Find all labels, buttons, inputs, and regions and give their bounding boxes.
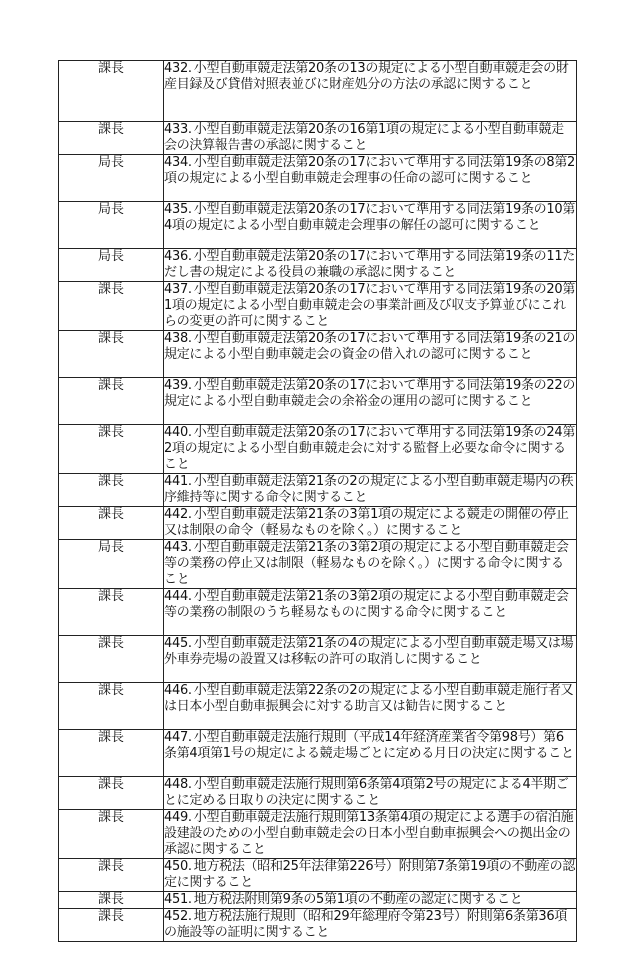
rank-cell: 課長 (59, 122, 164, 155)
table-body (59, 61, 577, 942)
table-row (59, 892, 577, 909)
table-row (59, 331, 577, 378)
item-text: 小型自動車競走法第20条の13の規定による小型自動車競走会の財産目録及び貸借対照表並びに財産処分の方法の承認に関すること (164, 61, 569, 92)
item-text: 小型自動車競走法第20条の17において準用する同法第19条の11ただし書の規定による役員の兼職の承認に関すること (164, 249, 576, 280)
item-text: 小型自動車競走法第20条の17において準用する同法第19条の10第4項の規定による小型自動車競走会理事の解任の認可に関すること (164, 202, 576, 233)
table-row (59, 425, 577, 474)
item-text: 小型自動車競走法第20条の17において準用する同法第19条の24第2項の規定による小型自動車競走会に対する監督上必要な命令に関すること (164, 425, 576, 472)
item-text: 小型自動車競走法施行規則（平成14年経済産業省令第98号）第6条第4項第1号の規定による競走場ごとに定める月日の決定に関すること (164, 730, 574, 761)
item-number: 452. (164, 909, 192, 924)
table-row (59, 474, 577, 507)
item-text: 小型自動車競走法施行規則第6条第4項第2号の規定による4半期ごとに定める日取りの決定に関すること (164, 777, 569, 808)
item-text: 地方税法施行規則（昭和29年総理府令第23号）附則第6条第36項の施設等の証明に関すること (164, 909, 568, 940)
item-text: 小型自動車競走法第20条の17において準用する同法第19条の8第2項の規定による小型自動車競走会理事の任命の認可に関すること (164, 155, 576, 186)
content-cell (164, 282, 577, 331)
rank-cell: 局長 (59, 540, 164, 589)
table-row (59, 61, 577, 122)
content-cell (164, 155, 577, 202)
item-number: 447. (164, 730, 192, 745)
item-number: 435. (164, 202, 192, 217)
content-cell (164, 683, 577, 730)
table-row (59, 378, 577, 425)
content-cell (164, 378, 577, 425)
content-cell (164, 540, 577, 589)
item-number: 436. (164, 249, 192, 264)
item-number: 439. (164, 378, 192, 393)
content-cell (164, 589, 577, 636)
content-cell (164, 730, 577, 777)
rank-cell: 課長 (59, 378, 164, 425)
item-text: 小型自動車競走法第21条の3第2項の規定による小型自動車競走会等の業務の停止又は制限（軽易なものを除く。）に関する命令に関すること (164, 540, 569, 587)
rank-cell: 課長 (59, 636, 164, 683)
item-number: 432. (164, 61, 192, 76)
item-text: 小型自動車競走法第21条の3第2項の規定による小型自動車競走会等の業務の制限のうち軽易なものに関する命令に関すること (164, 589, 569, 620)
table-row (59, 155, 577, 202)
content-cell (164, 202, 577, 249)
item-number: 437. (164, 282, 192, 297)
rank-cell: 課長 (59, 507, 164, 540)
rank-cell: 課長 (59, 282, 164, 331)
item-number: 449. (164, 810, 192, 825)
table-row (59, 589, 577, 636)
item-number: 438. (164, 331, 192, 346)
item-number: 443. (164, 540, 192, 555)
content-cell (164, 859, 577, 892)
content-cell (164, 777, 577, 810)
item-text: 小型自動車競走法第20条の16第1項の規定による小型自動車競走会の決算報告書の承認に関すること (164, 122, 564, 153)
item-number: 442. (164, 507, 192, 522)
content-cell (164, 425, 577, 474)
item-text: 小型自動車競走法第20条の17において準用する同法第19条の20第1項の規定による小型自動車競走会の事業計画及び収支予算並びにこれらの変更の許可に関すること (164, 282, 576, 329)
table-row (59, 122, 577, 155)
content-cell (164, 909, 577, 942)
table-row (59, 249, 577, 282)
rank-cell: 課長 (59, 909, 164, 942)
rank-cell: 課長 (59, 61, 164, 122)
content-cell (164, 122, 577, 155)
table-row (59, 202, 577, 249)
content-cell (164, 249, 577, 282)
table-row (59, 859, 577, 892)
content-cell (164, 810, 577, 859)
delegation-table (58, 60, 577, 942)
table-row (59, 909, 577, 942)
item-text: 地方税法（昭和25年法律第226号）附則第7条第19項の不動産の認定に関すること (164, 859, 576, 890)
rank-cell: 課長 (59, 683, 164, 730)
table-row (59, 683, 577, 730)
item-text: 小型自動車競走法第20条の17において準用する同法第19条の21の規定による小型自動車競走会の資金の借入れの認可に関すること (164, 331, 576, 362)
rank-cell: 局長 (59, 249, 164, 282)
item-number: 440. (164, 425, 192, 440)
rank-cell: 課長 (59, 730, 164, 777)
item-number: 434. (164, 155, 192, 170)
item-text: 地方税法附則第9条の5第1項の不動産の認定に関すること (193, 892, 523, 907)
rank-cell: 課長 (59, 777, 164, 810)
item-number: 441. (164, 474, 192, 489)
table-row (59, 282, 577, 331)
item-number: 444. (164, 589, 192, 604)
item-text: 小型自動車競走法第21条の4の規定による小型自動車競走場又は場外車券売場の設置又は移転の許可の取消しに関すること (164, 636, 574, 667)
content-cell (164, 331, 577, 378)
item-number: 450. (164, 859, 192, 874)
table-row (59, 636, 577, 683)
item-text: 小型自動車競走法第21条の2の規定による小型自動車競走場内の秩序維持等に関する命令に関すること (164, 474, 574, 505)
table-row (59, 540, 577, 589)
rank-cell: 課長 (59, 474, 164, 507)
rank-cell: 課長 (59, 425, 164, 474)
item-number: 448. (164, 777, 192, 792)
rank-cell: 課長 (59, 331, 164, 378)
content-cell (164, 474, 577, 507)
content-cell (164, 61, 577, 122)
content-cell (164, 892, 577, 909)
item-number: 445. (164, 636, 192, 651)
table-row (59, 777, 577, 810)
item-number: 446. (164, 683, 192, 698)
item-number: 433. (164, 122, 192, 137)
item-text: 小型自動車競走法第20条の17において準用する同法第19条の22の規定による小型自動車競走会の余裕金の運用の認可に関すること (164, 378, 576, 409)
rank-cell: 課長 (59, 859, 164, 892)
rank-cell: 課長 (59, 892, 164, 909)
rank-cell: 課長 (59, 810, 164, 859)
item-text: 小型自動車競走法施行規則第13条第4項の規定による選手の宿泊施設建設のための小型自動車競走会の日本小型自動車振興会への拠出金の承認に関すること (164, 810, 574, 857)
rank-cell: 局長 (59, 202, 164, 249)
item-text: 小型自動車競走法第21条の3第1項の規定による競走の開催の停止又は制限の命令（軽易なものを除く。）に関すること (164, 507, 569, 538)
content-cell (164, 507, 577, 540)
table-row (59, 507, 577, 540)
content-cell (164, 636, 577, 683)
rank-cell: 局長 (59, 155, 164, 202)
table-row (59, 810, 577, 859)
rank-cell: 課長 (59, 589, 164, 636)
item-text: 小型自動車競走法第22条の2の規定による小型自動車競走施行者又は日本小型自動車振興会に対する助言又は勧告に関すること (164, 683, 574, 714)
item-number: 451. (164, 892, 192, 907)
table-row (59, 730, 577, 777)
